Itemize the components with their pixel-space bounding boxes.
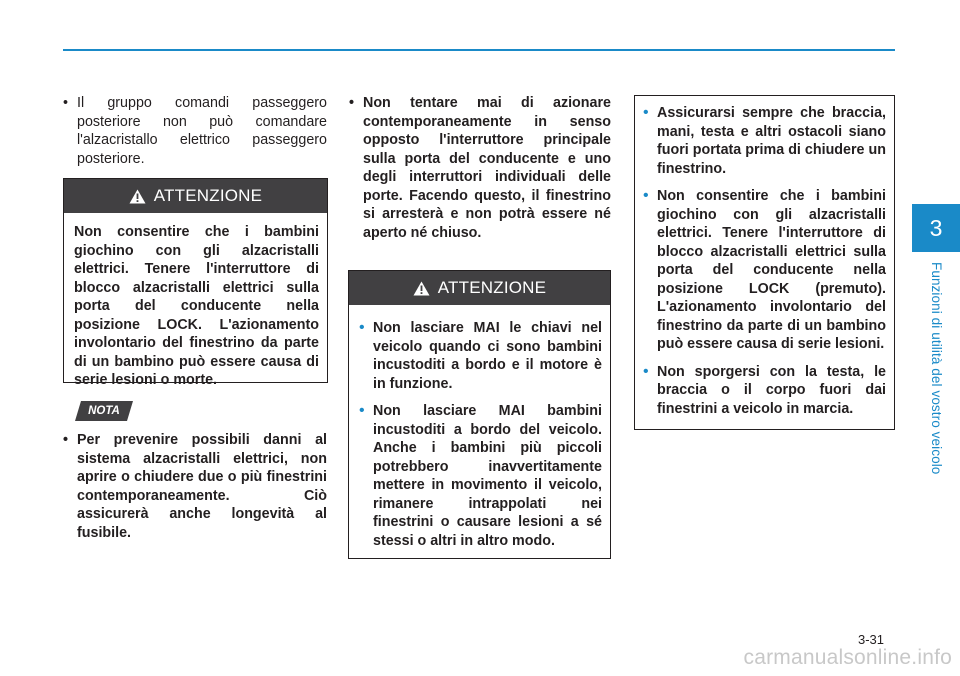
warning-item-text: Non sporgersi con la testa, le braccia o il corpo fuori dai finestrini a veicolo in marcia.: [657, 363, 886, 417]
chapter-number: 3: [929, 215, 943, 241]
warning-triangle-icon: [129, 189, 146, 204]
bullet: •: [643, 104, 649, 121]
nota-text: Per prevenire possibili danni al sistema alzacristalli elettrici, non aprire o chiudere due o più finestrini contemporaneamente. Ciò assicurerà anche longevità al fusibile.: [77, 432, 327, 541]
warning-body: [635, 96, 894, 435]
nota-bullet: [63, 431, 327, 542]
warning-box-keys: [348, 270, 611, 559]
switch-operation-note: [349, 94, 611, 242]
chapter-tab: [912, 204, 960, 252]
warning-text: Non consentire che i bambini giochino con gli alzacristalli elettrici. Tenere l'interruttore di blocco alzacristalli elettrici sulla porta del conducente nella posizione LOCK. L'azionamento involontario del finestrino da parte di un bambino può essere causa di serie lesioni o morte.: [74, 224, 319, 388]
page-number: 3-31: [858, 632, 885, 647]
warning-list-item: [359, 319, 602, 393]
bullet: •: [643, 187, 649, 204]
bullet: •: [359, 402, 365, 419]
warning-box-continued: [634, 95, 895, 430]
bullet: •: [349, 95, 355, 111]
warning-header: [64, 179, 327, 213]
warning-body: [349, 305, 610, 567]
top-rule: [63, 49, 895, 51]
bullet: •: [63, 95, 69, 111]
note-text: Il gruppo comandi passeggero posteriore non può comandare l'alzacristallo elettrico passeggero posteriore.: [77, 95, 327, 167]
nota-badge: [75, 401, 133, 421]
chapter-title: Funzioni di utilità del vostro veicolo: [929, 262, 944, 475]
warning-list-item: [643, 104, 886, 178]
note-text: Non tentare mai di azionare contemporaneamente in senso opposto l'interruttore principale sulla porta del conducente e uno degli interruttori individuali delle porte. Facendo questo, il finestrino si arresterà e non potrà essere né aperto né chiuso.: [363, 95, 611, 241]
nota-label: NOTA: [88, 405, 120, 417]
warning-triangle-icon: [413, 281, 430, 296]
bullet: •: [643, 362, 649, 380]
warning-body: [64, 213, 327, 398]
warning-title: ATTENZIONE: [437, 278, 547, 297]
passenger-control-note: [63, 94, 327, 168]
warning-item-text: Assicurarsi sempre che braccia, mani, testa e altri ostacoli siano fuori portata prima di chiudere un finestrino.: [657, 105, 886, 177]
warning-list-item: [643, 187, 886, 354]
watermark: carmanualsonline.info: [743, 646, 952, 669]
warning-list-item: [643, 363, 886, 419]
warning-item-text: Non lasciare MAI le chiavi nel veicolo quando ci sono bambini incustoditi a bordo e il motore è in funzione.: [373, 320, 602, 392]
warning-item-text: Non lasciare MAI bambini incustoditi a bordo del veicolo. Anche i bambini più piccoli potrebbero inavvertitamente mettere in movimento il veicolo, rimanere intrappolati nei finestrini o causare lesioni a sé stessi o altri in altro modo.: [373, 403, 602, 549]
warning-header: [349, 271, 610, 305]
warning-list-item: [359, 402, 602, 550]
bullet: •: [359, 319, 365, 336]
warning-item-text: Non consentire che i bambini giochino con gli alzacristalli elettrici. Tenere l'interruttore di blocco alzacristalli elettrici sulla porta del conducente nella posizione LOCK (premuto). L'azionamento involontario del finestrino da parte di un bambino può essere causa di serie lesioni.: [657, 188, 886, 352]
bullet: •: [63, 432, 69, 448]
warning-title: ATTENZIONE: [153, 186, 263, 205]
warning-box-children: [63, 178, 328, 388]
